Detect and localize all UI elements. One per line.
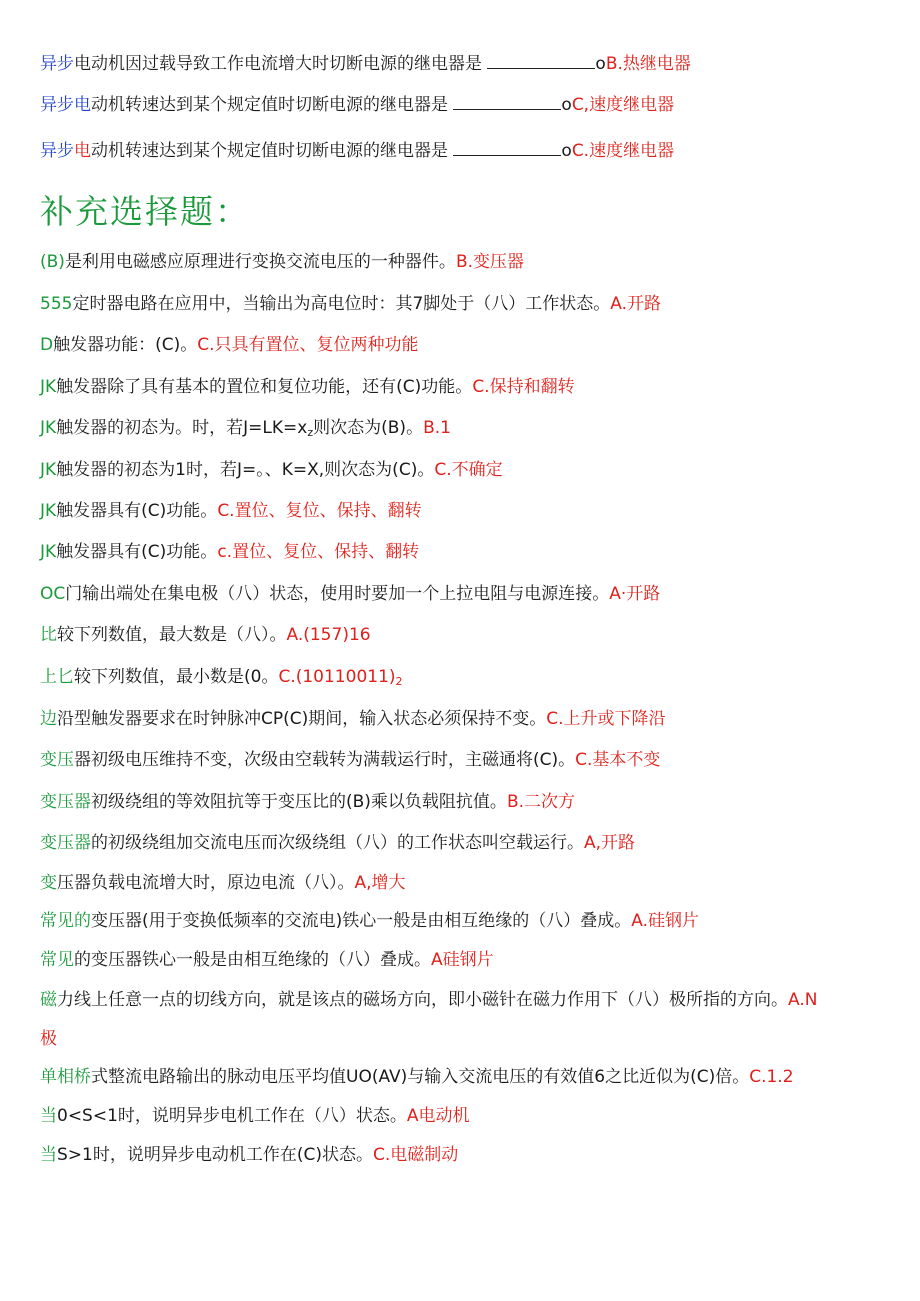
answer-text: C.速度继电器 — [571, 141, 675, 161]
answer-text: A.硅钢片 — [631, 911, 699, 931]
question-lead: 555 — [40, 294, 73, 314]
question-text: S>1时，说明异步电动机工作在(C)状态。 — [57, 1145, 373, 1165]
answer-text: B.变压器 — [455, 252, 525, 272]
question-item — [40, 458, 890, 482]
answer-text: B.热继电器 — [605, 54, 691, 74]
question-text: 器初级电压维持不变，次级由空载转为满载运行时，主磁通将(C)。 — [74, 750, 576, 770]
question-lead: 变 — [40, 873, 57, 893]
answer-text-2: 极 — [40, 1029, 57, 1049]
question-text: 触发器的初态为。时，若J=LK=x — [56, 418, 308, 438]
question-lead: 变压器 — [40, 833, 91, 853]
answer-text: A电动机 — [406, 1106, 470, 1126]
answer-text: A硅钢片 — [431, 950, 494, 970]
question-text: 0<S<1时，说明异步电机工作在（八）状态。 — [57, 1106, 407, 1126]
question-lead: 异步 — [40, 141, 74, 161]
question-text: 触发器功能：(C)。 — [53, 335, 198, 355]
question-lead: JK — [40, 460, 57, 480]
question-text: 门输出端处在集电极（八）状态，使用时要加一个上拉电阻与电源连接。 — [65, 584, 610, 604]
question-lead: 常见的 — [40, 911, 91, 931]
question-item — [40, 707, 890, 731]
answer-text: A·开路 — [609, 584, 661, 604]
question-item — [40, 292, 890, 316]
question-item — [40, 1143, 890, 1167]
subscript: z — [307, 426, 314, 439]
question-lead: 异步 — [40, 54, 74, 74]
answer-blank — [453, 141, 561, 156]
answer-blank — [453, 95, 561, 110]
question-text: 沿型触发器要求在时钟脉冲CP(C)期间，输入状态必须保持不变。 — [57, 709, 547, 729]
question-item — [40, 623, 890, 647]
question-text: 触发器具有(C)功能。 — [56, 501, 218, 521]
question-item — [40, 250, 890, 274]
answer-blank — [487, 54, 595, 69]
answer-text: C.不确定 — [434, 460, 503, 480]
question-text: 动机转速达到某个规定值时切断电源的继电器是 — [91, 141, 448, 161]
question-item — [40, 909, 890, 933]
question-item — [40, 948, 890, 972]
answer-text: A.(157)16 — [286, 625, 371, 645]
question-lead: JK — [40, 418, 57, 438]
question-text: 触发器具有(C)功能。 — [56, 542, 218, 562]
question-text: 的初级绕组加交流电压而次级绕组（八）的工作状态叫空载运行。 — [91, 833, 584, 853]
question-lead: D — [40, 335, 54, 355]
section-heading: 补充选择题： — [40, 192, 250, 231]
answer-text: C.上升或下降沿 — [546, 709, 666, 729]
question-lead: 异步电 — [40, 95, 91, 115]
question-lead: 比 — [40, 625, 57, 645]
question-line — [40, 52, 890, 76]
answer-text: C.(10110011) — [278, 667, 396, 687]
question-item — [40, 1065, 890, 1089]
question-text: 初级绕组的等效阻抗等于变压比的(B)乘以负载阻抗值。 — [91, 792, 507, 812]
answer-text: A.N — [788, 990, 818, 1010]
question-lead: (B) — [40, 252, 65, 272]
question-lead: 磁 — [40, 990, 57, 1010]
question-lead: 当 — [40, 1106, 57, 1126]
question-item — [40, 499, 890, 523]
question-line — [40, 93, 890, 117]
question-text: 触发器的初态为1时，若J=。、K=X,则次态为(C)。 — [56, 460, 435, 480]
answer-text: C.保持和翻转 — [472, 377, 575, 397]
question-text: 电动机因过载导致工作电流增大时切断电源的继电器是 — [74, 54, 482, 74]
answer-text: A,增大 — [354, 873, 406, 893]
question-lead-2: 电 — [74, 141, 91, 161]
question-item — [40, 665, 890, 694]
question-lead: 变压 — [40, 750, 74, 770]
question-line — [40, 139, 890, 163]
answer-text: C.只具有置位、复位两种功能 — [197, 335, 419, 355]
answer-text: C.基本不变 — [575, 750, 661, 770]
answer-text: B.二次方 — [506, 792, 576, 812]
question-text: 变压器(用于变换低频率的交流电)铁心一般是由相互绝缘的（八）叠成。 — [91, 911, 632, 931]
question-item — [40, 416, 890, 445]
question-item — [40, 1104, 890, 1128]
question-text: 是利用电磁感应原理进行变换交流电压的一种器件。 — [64, 252, 456, 272]
question-item — [40, 540, 890, 564]
question-text: 式整流电路输出的脉动电压平均值UO(AV)与输入交流电压的有效值6之比近似为(C)倍。 — [91, 1067, 750, 1087]
question-text-2: 则次态为(B)。 — [313, 418, 424, 438]
answer-text: A.开路 — [610, 294, 662, 314]
question-item — [40, 871, 890, 895]
question-lead: JK — [40, 501, 57, 521]
question-lead: 上匕 — [40, 667, 74, 687]
question-item — [40, 582, 890, 606]
question-end: o — [561, 141, 572, 161]
question-text: 力线上任意一点的切线方向，就是该点的磁场方向，即小磁针在磁力作用下（八）极所指的方向。 — [57, 990, 788, 1010]
question-lead: JK — [40, 542, 57, 562]
question-text: 的变压器铁心一般是由相互绝缘的（八）叠成。 — [74, 950, 431, 970]
answer-text: C.置位、复位、保持、翻转 — [217, 501, 422, 521]
question-item-continuation — [40, 1027, 890, 1051]
answer-text: C.1.2 — [749, 1067, 794, 1087]
question-lead: JK — [40, 377, 57, 397]
answer-text: c.置位、复位、保持、翻转 — [217, 542, 420, 562]
question-text: 动机转速达到某个规定值时切断电源的继电器是 — [91, 95, 448, 115]
question-lead: 单相桥 — [40, 1067, 91, 1087]
question-item — [40, 831, 890, 855]
question-lead: OC — [40, 584, 66, 604]
question-end: o — [561, 95, 572, 115]
question-lead: 边 — [40, 709, 57, 729]
question-text: 定时器电路在应用中，当输出为高电位时：其7脚处于（八）工作状态。 — [72, 294, 611, 314]
answer-text: C.电磁制动 — [373, 1145, 459, 1165]
question-lead: 变压器 — [40, 792, 91, 812]
answer-subscript: 2 — [395, 675, 403, 688]
question-end: o — [595, 54, 606, 74]
question-text: 触发器除了具有基本的置位和复位功能，还有(C)功能。 — [56, 377, 473, 397]
question-item — [40, 790, 890, 814]
question-lead: 当 — [40, 1145, 57, 1165]
question-item — [40, 333, 890, 357]
question-text: 压器负载电流增大时，原边电流（八）。 — [57, 873, 355, 893]
question-text: 较下列数值，最大数是（八）。 — [57, 625, 287, 645]
answer-text: A,开路 — [584, 833, 636, 853]
question-lead: 常见 — [40, 950, 74, 970]
answer-text: C,速度继电器 — [571, 95, 675, 115]
answer-text: B.1 — [423, 418, 451, 438]
question-text: 较下列数值，最小数是(0。 — [74, 667, 279, 687]
question-item — [40, 988, 890, 1012]
question-item — [40, 375, 890, 399]
question-item — [40, 748, 890, 772]
